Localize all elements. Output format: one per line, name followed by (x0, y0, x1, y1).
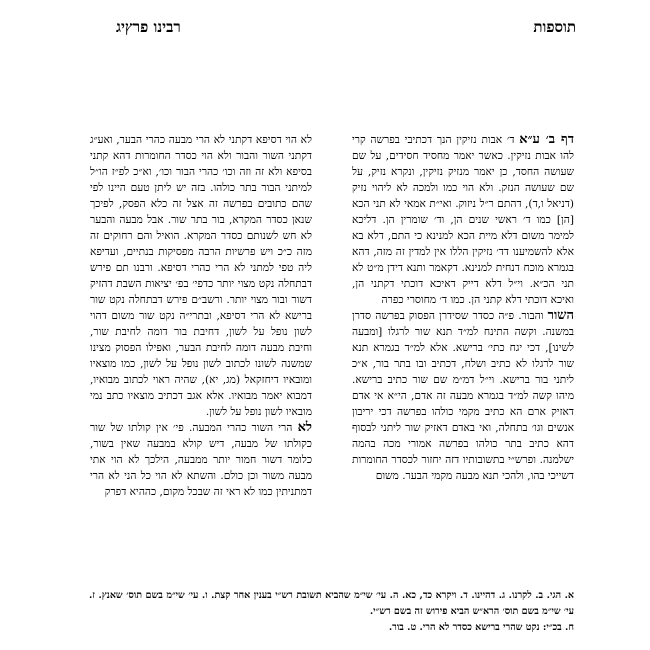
daf-heading: דף ב׳ ע״א (519, 132, 574, 147)
opening-paragraph: ד׳ אבות נזיקין הנך דכתיבי בפרשה קרי להו אבות נזיקין. כאשר יאמר מחסיד חסידים, על שם שעושה החסד, כן יאמר מנזיק נזיקין, ונקרא נזיק, על שם שעושה הנזק. ולא הוי כמו ולמכה לא ליהוי נזיק (דניאל ו,ד), דהתם ר״ל ניזוק. ואי״ת אמאי לא תני הכא [הן] כמו ד׳ ראשי שנים הן, וד׳ שומרין הן. דליכא למימר משום דלא מיית הכא למנינא כי התם, דלא בא אלא להשמיענו דד׳ נזיקין הללו אין למדין זה מזה, דהא בגמרא מוכח דנחית למנינא. דקאמר ותנא דידן מ״ט לא תני הכ״א. וי״ל דלא דייק דאיכא דוכתי דקתני הן, ואיכא דוכתי דלא קתני הן. כמו ד׳ מחוסרי כפרה (352, 134, 574, 306)
footnotes (89, 588, 574, 636)
header-title-tosafot: תוספות (533, 18, 576, 36)
section-heading-hashor: השור (547, 308, 574, 323)
footnote-line-2: ח. בכ״י: נקט שהרי ברישא כסדר לא הרי. ט. בור. (388, 622, 574, 633)
section-paragraph: והבור. פ״ה כסדר שסידרן הפסוק בפרשה סדרן במשנה. וקשה התינח למ״ד תנא שור לרגלו [ומבעה לשינו], דכי יגח כתי׳ ברישא. אלא למ״ד בגמרא תנא שור לרגלו לא כתיב ושלח, דכתיב ובו בתר בור, א״כ ליתני בור ברישא. וי״ל דמ״מ שם שור כתיב ברישא. מיהו קשה למ״ד בגמרא מבעה זה אדם, הי״א אי אדם דאזיק ארם הא כתיב מקמי כולהו בפרשה דכי יריבון אנשים וגו׳ בתחלה, ואי באדם דאזיק שור ליתני לבסוף דהא כתיב בתר כולהו בפרשה אמורי מכה בהמה ישלמנה. ופרש״י בתשובותיו דזה יחזור לכסדר החומרות דשייכי בהו, ולהכי תנא מבעה מקמי הבער. משום (352, 310, 574, 482)
left-paragraph-1: לא הוי דסיפא דקתני לא הרי מבעה כהרי הבער, ואע״ג דקתני השור והבור ולא הוי כסדר החומרות דהא קתני בסיפא ולא זה וזה וכו׳ כהרי הבור וכו׳, וא״כ לפ״ז הו״ל למיתני הבור בתר כולהו. בזה יש ליתן טעם היינו לפי שהם כתובים בפרשה זה אצל זה כלא הפסק, לפיכך שנאן כסדר המקרא, בור בתר שור. אבל מבעה והבער לא חש לשנותם כסדר המקרא. הואיל והם רחוקים זה מזה כ״כ ויש פרשיות הרבה מפסיקות בנתיים, ועדיפא ליה טפי למתני לא הרי כהרי דסיפא. ורבנו תם פירש דבתחלה נקט מצוי יותר כדפי׳ בפ׳ יציאות השבת דהזיק דשור ובור מצוי יותר. ורשב״ם פירש דבתחלה נקט שור ברישא לא הרי דסיפא, ובתרי״ה נקט שור משום דהוי לשון נופל על לשון, דחיבת בור דומה לחיבת שור, וחיבת מבעה דומה לחיבת הבער, ואפילו הפסוק מצינו שמשנה לשונו לכתוב לשון נופל על לשון, כמו מוצאיו ומובאיו דיחזקאל (מג, יא), שהיה ראוי לכתוב מבואיו, דמבוא יאמר מבואיו. אלא אגב דכתיב מוצאיו כתב נמי מובאיו לשון נופל על לשון. (90, 134, 312, 418)
page-number: יג (116, 18, 125, 36)
left-text-column (90, 132, 312, 562)
right-text-column (352, 132, 574, 562)
left-paragraph-2: הרי השור כהרי המבעה. פי׳ אין קולתו של שור כקולתו של מבעה, דיש קולא במבעה שאין בשור, כלומר דשור חמור יותר ממבעה, הילכך לא הוי אתי מבעה משור וכן כולם. והשתא לא הוי כל הני לא הרי דמתניתין כמו לא ראי זה שבכל מקום, כההיא דפרק (90, 422, 312, 498)
lead-word: לא (297, 420, 312, 435)
header-left (90, 18, 181, 37)
footnote-line-1: א. הגי. ב. לקרנו. ג. דהיינו. ד. ויקרא כד, כא. ה. עי׳ שי״מ שהביא תשובת רש״י בענין אחר קצת. ו. עי׳ שי״מ בשם תוס׳ שאנץ. ז. עי׳ שי״מ בשם תוס׳ הרא״ש הביא פירוש זה בשם רש״י. (89, 590, 574, 617)
header-title-rabbeinu-peretz: רבינו פרץ (124, 18, 181, 36)
left-paragraph-2-container (90, 420, 312, 500)
